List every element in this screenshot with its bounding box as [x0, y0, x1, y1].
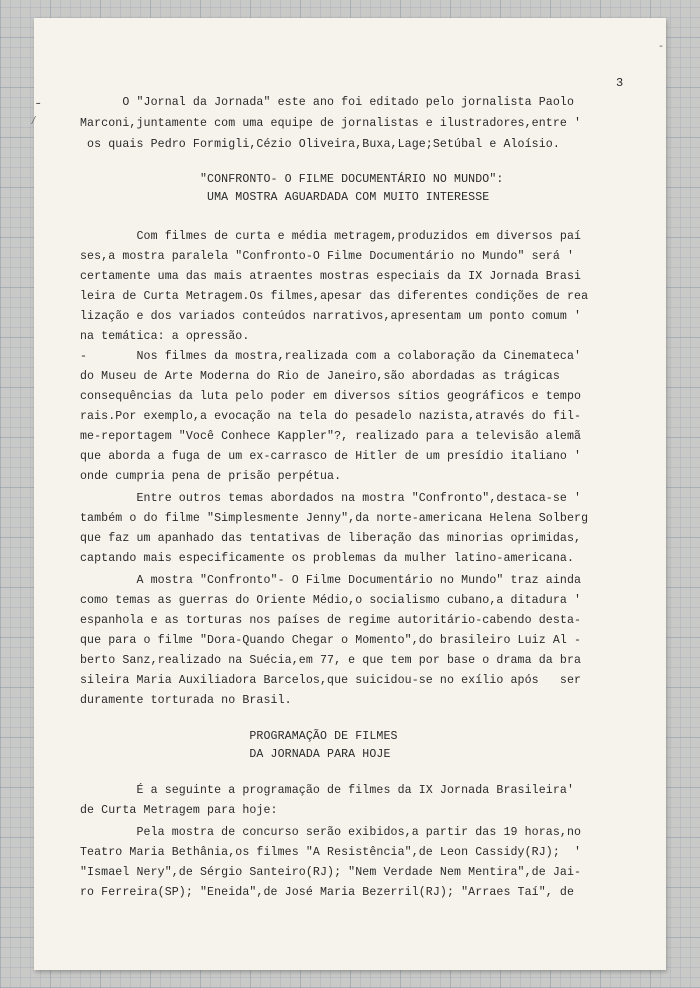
text-line: Marconi,juntamente com uma equipe de jornalistas e ilustradores,entre ' [80, 117, 582, 130]
text-line: espanhola e as torturas nos países de regime autoritário-cabendo desta- [80, 614, 582, 627]
text-line: que para o filme "Dora-Quando Chegar o Momento",do brasileiro Luiz Al - [80, 634, 582, 647]
text-line: Entre outros temas abordados na mostra "Confronto",destaca-se ' [80, 492, 582, 505]
text-line: É a seguinte a programação de filmes da IX Jornada Brasileira' [80, 784, 575, 797]
text-line: onde cumpria pena de prisão perpétua. [80, 470, 342, 483]
text-line: "Ismael Nery",de Sérgio Santeiro(RJ); "Nem Verdade Nem Mentira",de Jai- [80, 866, 582, 879]
text-line: Teatro Maria Bethânia,os filmes "A Resistência",de Leon Cassidy(RJ); ' [80, 846, 582, 859]
text-line: também o do filme "Simplesmente Jenny",da norte-americana Helena Solberg [80, 512, 589, 525]
text-line: os quais Pedro Formigli,Cézio Oliveira,Buxa,Lage;Setúbal e Aloísio. [80, 138, 560, 151]
text-line: berto Sanz,realizado na Suécia,em 77, e que tem por base o drama da bra [80, 654, 582, 667]
text-line: - Nos filmes da mostra,realizada com a colaboração da Cinemateca' [80, 350, 582, 363]
text-line: A mostra "Confronto"- O Filme Documentário no Mundo" traz ainda [80, 574, 582, 587]
text-line: sileira Maria Auxiliadora Barcelos,que suicidou-se no exílio após ser [80, 674, 582, 687]
text-line: certamente uma das mais atraentes mostras especiais da IX Jornada Brasi [80, 270, 582, 283]
text-line: Com filmes de curta e média metragem,produzidos em diversos paí [80, 230, 582, 243]
text-line: ro Ferreira(SP); "Eneida",de José Maria Bezerril(RJ); "Arraes Taí", de [80, 886, 575, 899]
text-line: duramente torturada no Brasil. [80, 694, 292, 707]
text-line: que faz um apanhado das tentativas de liberação das minorias oprimidas, [80, 532, 582, 545]
section-heading: PROGRAMAÇÃO DE FILMES [80, 730, 398, 743]
text-line: lização e dos variados conteúdos narrativos,apresentam um ponto comum ' [80, 310, 582, 323]
text-line: O "Jornal da Jornada" este ano foi editado pelo jornalista Paolo [80, 96, 575, 109]
typewritten-page [30, 18, 666, 970]
text-line: ses,a mostra paralela "Confronto-O Filme Documentário no Mundo" será ' [80, 250, 575, 263]
text-line: do Museu de Arte Moderna do Rio de Janeiro,são abordadas as trágicas [80, 370, 560, 383]
section-heading: "CONFRONTO- O FILME DOCUMENTÁRIO NO MUNDO": [80, 173, 504, 186]
text-line: de Curta Metragem para hoje: [80, 804, 278, 817]
text-line: rais.Por exemplo,a evocação na tela do pesadelo nazista,através do fil- [80, 410, 582, 423]
text-line: que aborda a fuga de um ex-carrasco de Hitler de um presídio italiano ' [80, 450, 582, 463]
section-heading: UMA MOSTRA AGUARDADA COM MUITO INTERESSE [80, 191, 490, 204]
section-heading: DA JORNADA PARA HOJE [80, 748, 391, 761]
page-number: 3 [616, 76, 624, 90]
text-line: na temática: a opressão. [80, 330, 250, 343]
text-line: consequências da luta pelo poder em diversos sítios geográficos e tempo [80, 390, 582, 403]
text-line: me-reportagem "Você Conhece Kappler"?, realizado para a televisão alemã [80, 430, 582, 443]
margin-tick-mark: - [34, 96, 43, 112]
text-line: leira de Curta Metragem.Os filmes,apesar das diferentes condições de rea [80, 290, 589, 303]
page-speck: - [658, 42, 665, 53]
text-line: captando mais especificamente os problemas da mulher latino-americana. [80, 552, 575, 565]
text-line: Pela mostra de concurso serão exibidos,a partir das 19 horas,no [80, 826, 582, 839]
text-line: como temas as guerras do Oriente Médio,o socialismo cubano,a ditadura ' [80, 594, 582, 607]
margin-tick-mark: ⁄ [30, 114, 38, 128]
